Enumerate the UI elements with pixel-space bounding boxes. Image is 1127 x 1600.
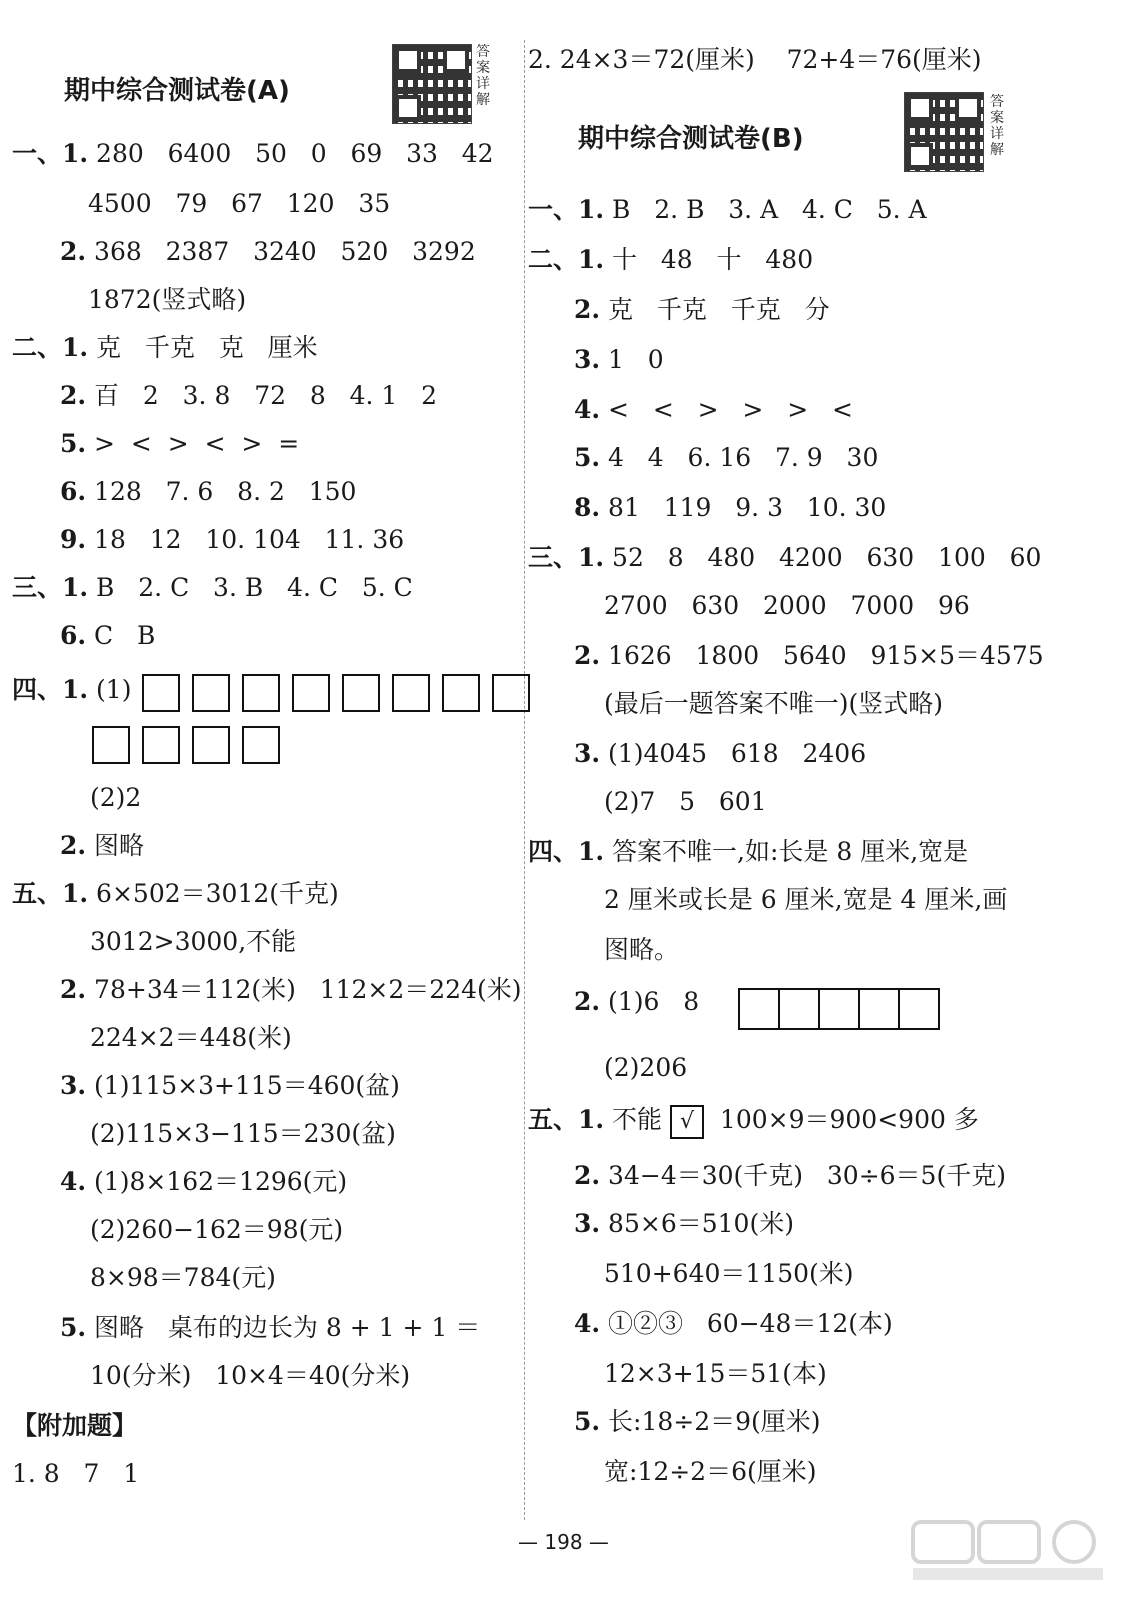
answer-line: (2)115×3−115＝230(盆) <box>90 1119 396 1148</box>
answer-line: 3012>3000,不能 <box>90 927 297 956</box>
answer-line: 四、1. (1) <box>12 675 132 704</box>
answer-line: 6. 128 7. 6 8. 2 150 <box>60 477 357 506</box>
answer-line: 3. (1)4045 618 2406 <box>574 739 867 768</box>
check-mark-icon: √ <box>670 1105 704 1139</box>
square-boxes-row1 <box>142 674 542 712</box>
answer-line: 三、1. 52 8 480 4200 630 100 60 <box>528 543 1042 572</box>
answer-line: 5. 长:18÷2＝9(厘米) <box>574 1407 821 1436</box>
bonus-heading: 【附加题】 <box>12 1411 138 1440</box>
answer-line: 2. 34−4＝30(千克) 30÷6＝5(千克) <box>574 1161 1006 1190</box>
column-divider <box>524 40 525 1520</box>
answer-line: 2700 630 2000 7000 96 <box>604 591 970 620</box>
left-column <box>0 0 520 1600</box>
answer-line: 图略。 <box>604 935 680 964</box>
answer-line: 五、1. 不能 √ 100×9＝900<900 多 <box>528 1102 979 1139</box>
answer-line: 宽:12÷2＝6(厘米) <box>604 1457 817 1486</box>
answer-line: 四、1. 答案不唯一,如:长是 8 厘米,宽是 <box>528 837 969 866</box>
answer-line: 5. 图略 桌布的边长为 8 + 1 + 1 ＝ <box>60 1313 481 1342</box>
answer-line: 2. 368 2387 3240 520 3292 <box>60 237 476 266</box>
answer-line: 12×3+15＝51(本) <box>604 1359 827 1388</box>
answer-line: (2)2 <box>90 783 142 812</box>
answer-line: (2)206 <box>604 1053 688 1082</box>
answer-line: 一、1. 280 6400 50 0 69 33 42 <box>12 139 494 168</box>
answer-line: 6. C B <box>60 621 156 650</box>
answer-line: 2. 百 2 3. 8 72 8 4. 1 2 <box>60 381 438 410</box>
answer-line: 3. 85×6＝510(米) <box>574 1209 794 1238</box>
answer-line: 一、1. B 2. B 3. A 4. C 5. A <box>528 195 927 224</box>
qr-code-icon <box>904 92 984 172</box>
watermark-logo-icon <box>909 1516 1109 1586</box>
answer-line: (2)7 5 601 <box>604 787 767 816</box>
answer-line: (最后一题答案不唯一)(竖式略) <box>604 689 944 718</box>
answer-line: 1872(竖式略) <box>88 285 247 314</box>
answer-line: 2. (1)6 8 <box>574 987 700 1016</box>
right-column <box>528 0 1127 1600</box>
qr-label: 答案详解 <box>476 44 490 108</box>
answer-line: 224×2＝448(米) <box>90 1023 292 1052</box>
answer-line: 2 厘米或长是 6 厘米,宽是 4 厘米,画 <box>604 885 1008 914</box>
exam-title-b: 期中综合测试卷(B) <box>578 124 804 154</box>
answer-line: 五、1. 6×502＝3012(千克) <box>12 879 339 908</box>
square-boxes-row2 <box>92 726 292 764</box>
answer-line: 4. < < > > > < <box>574 395 853 424</box>
qr-label: 答案详解 <box>990 94 1004 158</box>
answer-line: 4. ①②③ 60−48＝12(本) <box>574 1309 893 1338</box>
answer-line: 2. 图略 <box>60 831 145 860</box>
answer-line: (2)260−162＝98(元) <box>90 1215 344 1244</box>
answer-line: 8. 81 119 9. 3 10. 30 <box>574 493 887 522</box>
answer-line: 2. 24×3＝72(厘米) 72+4＝76(厘米) <box>528 45 982 74</box>
answer-line: 二、1. 十 48 十 480 <box>528 245 814 274</box>
answer-line: 2. 克 千克 千克 分 <box>574 295 830 324</box>
exam-title-a: 期中综合测试卷(A) <box>64 76 290 106</box>
answer-line: 9. 18 12 10. 104 11. 36 <box>60 525 405 554</box>
answer-line: 5. 4 4 6. 16 7. 9 30 <box>574 443 879 472</box>
rectangle-boxes <box>738 988 938 1030</box>
answer-line: 510+640＝1150(米) <box>604 1259 854 1288</box>
answer-line: 8×98＝784(元) <box>90 1263 276 1292</box>
answer-line: 4500 79 67 120 35 <box>88 189 391 218</box>
answer-line: 二、1. 克 千克 克 厘米 <box>12 333 318 362</box>
answer-line: 4. (1)8×162＝1296(元) <box>60 1167 348 1196</box>
answer-line: 三、1. B 2. C 3. B 4. C 5. C <box>12 573 413 602</box>
answer-line: 5. > < > < > = <box>60 429 300 458</box>
qr-code-icon <box>392 44 472 124</box>
answer-line: 1. 8 7 1 <box>12 1459 140 1488</box>
answer-line: 2. 1626 1800 5640 915×5＝4575 <box>574 641 1044 670</box>
answer-line: 3. (1)115×3+115＝460(盆) <box>60 1071 400 1100</box>
answer-line: 2. 78+34＝112(米) 112×2＝224(米) <box>60 975 522 1004</box>
answer-line: 10(分米) 10×4＝40(分米) <box>90 1361 411 1390</box>
page-number: — 198 — <box>518 1530 609 1554</box>
answer-line: 3. 1 0 <box>574 345 664 374</box>
